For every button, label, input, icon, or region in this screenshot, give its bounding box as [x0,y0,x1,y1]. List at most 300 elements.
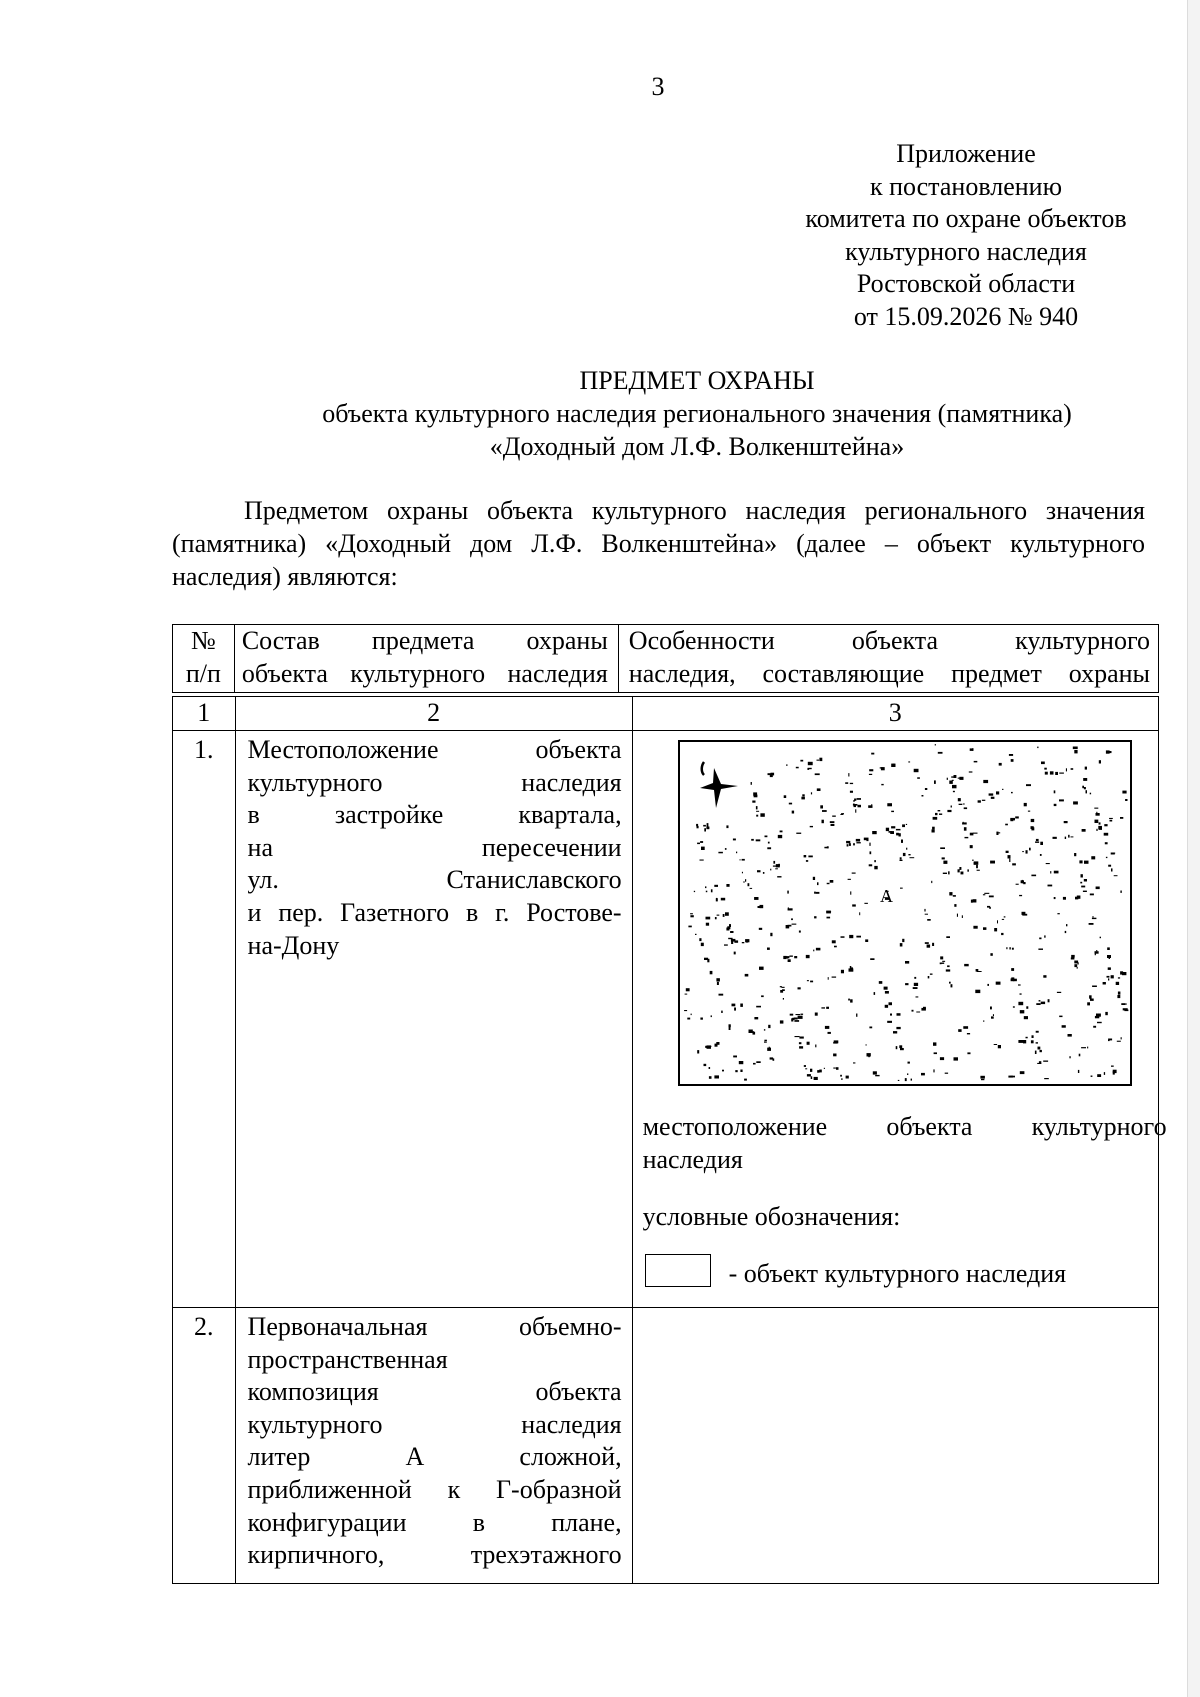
map-speck [718,994,723,996]
map-speck [1124,1004,1127,1005]
approval-block [786,138,1146,334]
map-speck [1081,1047,1086,1048]
map-speck [1010,1076,1015,1078]
map-speck [846,844,848,846]
map-speck [1095,887,1099,890]
map-speck [924,942,928,944]
map-speck [736,852,737,854]
map-speck [759,905,763,908]
map-speck [814,773,819,775]
map-speck [706,823,708,826]
map-speck [875,1075,879,1076]
map-speck [758,928,761,930]
map-speck [697,843,700,845]
map-speck [834,946,837,948]
map-speck [793,1018,797,1020]
map-speck [696,824,698,826]
map-speck [716,915,719,916]
map-speck [1081,886,1085,888]
map-speck [896,1013,900,1016]
map-speck [684,1010,687,1011]
map-speck [810,1076,812,1079]
map-speck [1103,833,1108,836]
map-speck [939,963,941,965]
map-speck [1089,793,1090,795]
map-speck [824,1026,828,1029]
map-speck [756,1061,760,1063]
map-speck [1070,958,1074,960]
map-object-label: А [879,886,893,906]
map-speck [730,939,735,942]
map-speck [952,785,957,788]
map-speck [845,782,848,784]
map-speck [791,918,793,920]
map-speck [700,943,703,946]
map-speck [1112,1071,1114,1075]
map-speck [823,1068,824,1069]
map-speck [983,1020,984,1021]
map-speck [865,939,868,942]
approval-line: к постановлению [869,171,1063,201]
map-speck [810,1069,812,1072]
map-speck [1044,768,1047,770]
map-speck [871,753,874,755]
map-speck [1120,1037,1121,1039]
map-speck [1080,882,1082,884]
map-speck [891,764,895,767]
map-speck [872,831,877,834]
map-speck [1074,853,1076,856]
page-number: 3 [651,72,665,101]
map-speck [1062,897,1065,900]
map-speck [741,942,744,943]
map-speck [840,1075,842,1077]
map-speck [797,1016,802,1019]
map-speck [1090,1076,1092,1077]
map-speck [791,924,796,925]
map-speck [941,963,944,964]
map-speck [990,797,994,799]
map-speck [1107,955,1111,958]
map-speck [708,1076,711,1079]
map-speck [813,1077,817,1080]
map-speck [883,987,887,990]
map-speck [1108,978,1109,980]
map-speck [1109,820,1112,822]
map-speck [1087,1047,1088,1049]
map-speck [1092,986,1097,988]
map-speck [954,904,956,907]
map-speck [777,865,780,867]
map-speck [738,1061,743,1064]
map-speck [964,964,969,966]
map-speck [720,898,724,901]
map-speck [874,866,877,869]
map-speck [1015,884,1018,885]
map-speck [822,810,827,812]
map-speck [836,1067,839,1070]
map-speck [807,762,812,765]
map-speck [754,1017,758,1019]
map-speck [767,847,771,849]
map-speck [1067,1034,1071,1037]
map-speck [1095,813,1099,816]
map-speck [726,825,728,828]
map-speck [815,948,820,951]
map-speck [705,923,708,926]
map-speck [890,1014,892,1016]
map-speck [923,1007,926,1009]
map-speck [1019,895,1022,896]
map-speck [1103,1072,1104,1075]
map-speck [833,1040,838,1043]
map-speck [853,1062,855,1063]
map-speck [690,1014,691,1016]
map-speck [988,793,993,795]
map-speck [984,893,989,894]
map-speck [1044,1078,1049,1079]
map-speck [848,843,850,846]
page-edge-shadow [1187,0,1200,1697]
map-speck [1009,947,1010,949]
map-speck [1083,879,1086,882]
map-speck [747,883,749,886]
map-speck [908,854,910,855]
column-number: 3 [632,697,1158,731]
map-speck [709,971,712,974]
title-subtitle: объекта культурного наследия регионального значения (памятника) [322,399,1072,428]
header-col-features [618,625,1158,693]
map-speck [900,888,903,889]
map-speck [809,826,812,827]
map-speck [967,1052,970,1054]
map-speck [1084,767,1086,770]
map-speck [701,847,705,850]
map-speck [1102,982,1105,985]
map-speck [887,1021,892,1023]
map-speck [1108,1039,1112,1041]
map-speck [855,839,859,842]
map-speck [827,1032,830,1034]
map-speck [926,945,930,948]
map-speck [1025,850,1027,853]
map-speck [806,1042,809,1045]
map-speck [960,872,963,875]
approval-line: Приложение [896,139,1036,168]
map-speck [845,1076,848,1079]
map-speck [794,956,797,958]
map-speck [840,936,844,938]
map-speck [751,839,754,841]
map-speck [1035,839,1038,841]
map-speck [946,936,950,938]
map-speck [826,1007,829,1009]
map-speck [895,829,900,831]
map-speck [906,848,907,850]
map-speck [872,1071,876,1074]
map-speck [1079,860,1082,863]
map-speck [826,883,829,884]
map-speck [783,956,786,959]
table-row [173,1308,1159,1584]
map-speck [1096,829,1097,831]
map-speck [878,981,882,984]
map-speck [994,928,997,931]
map-speck [810,981,813,983]
map-speck [756,815,758,817]
map-speck [734,1008,736,1011]
map-speck [817,882,819,885]
map-speck [899,860,902,861]
map-speck [968,771,972,772]
map-speck [914,977,916,979]
map-speck [803,855,806,857]
map-speck [1018,1002,1023,1005]
map-speck [962,822,967,824]
map-speck [1076,967,1077,969]
map-speck [948,871,950,874]
map-speck [797,987,800,989]
map-speck [988,896,993,898]
map-speck [1106,976,1109,978]
map-speck [1030,826,1033,829]
map-speck [814,892,816,894]
map-speck [1043,1061,1048,1062]
map-speck [770,869,771,871]
map-speck [1038,949,1043,950]
map-speck [779,986,781,987]
table-row [173,731,1159,1308]
map-speck [745,879,746,882]
map-speck [826,911,831,912]
map-speck [1063,821,1067,823]
map-speck [706,827,709,830]
map-speck [833,1068,836,1069]
map-speck [789,956,793,957]
map-speck [912,987,917,989]
map-speck [973,761,977,763]
map-speck [1039,938,1041,940]
map-speck [893,1031,897,1033]
map-speck [1109,818,1113,819]
map-speck [956,914,957,917]
map-speck [1012,1006,1014,1007]
map-speck [884,991,888,994]
map-speck [911,1010,913,1012]
map-speck [787,925,791,927]
map-speck [767,773,772,775]
map-speck [957,778,961,779]
map-speck [716,898,717,900]
map-speck [1015,816,1019,818]
map-speck [869,769,873,771]
cell-line: на пересечении [247,832,622,862]
legend-title: условные обозначения: [642,1202,901,1231]
map-speck [990,861,995,864]
map-speck [699,938,701,941]
map-speck [799,1037,803,1039]
cell-line: литер А сложной, [247,1442,622,1472]
map-speck [1072,747,1077,750]
map-speck [815,892,819,894]
map-speck [945,969,949,971]
map-speck [934,744,935,745]
map-speck [716,982,718,985]
map-speck [794,1020,799,1022]
map-speck [987,984,989,986]
map-speck [967,869,969,871]
map-speck [730,931,733,933]
map-speck [1022,914,1027,916]
map-speck [1068,835,1070,838]
map-speck [937,752,942,754]
map-speck [1030,1040,1033,1043]
map-speck [1045,863,1049,864]
header-text: № [191,626,216,655]
map-speck [850,970,853,971]
map-speck [980,1076,985,1079]
map-speck [741,859,744,861]
cell-line: кирпичного, трехэтажного [247,1540,622,1570]
map-speck [1038,1061,1040,1063]
map-speck [690,915,693,917]
map-speck [946,778,947,780]
map-speck [1059,1016,1062,1018]
map-speck [1083,778,1087,781]
map-speck [714,885,718,887]
header-text: Особенности объекта культурного [628,626,1150,655]
map-speck [966,1033,969,1034]
map-speck [895,1046,897,1049]
map-speck [1012,863,1016,865]
map-speck [1035,1042,1037,1043]
map-speck [1043,975,1046,978]
cell-line: пространственная [247,1344,448,1374]
map-speck [1044,935,1045,937]
map-speck [947,810,951,812]
map-speck [975,969,978,972]
map-speck [993,1044,996,1045]
map-speck [896,1027,900,1029]
map-speck [829,821,834,823]
map-speck [1047,999,1049,1002]
map-speck [746,941,748,943]
map-speck [1029,848,1031,851]
map-speck [1082,891,1086,892]
map-speck [931,881,932,883]
map-speck [1065,768,1066,771]
map-speck [1094,808,1098,809]
map-speck [857,805,861,808]
cell-line: ул. Станиславского [247,865,622,895]
map-speck [840,970,843,974]
map-speck [803,1065,805,1067]
map-speck [981,800,984,801]
map-speck [816,788,820,791]
map-speck [1003,916,1005,917]
map-speck [962,804,964,805]
map-speck [856,798,860,800]
map-speck [700,841,703,843]
map-speck [899,857,901,859]
map-speck [699,860,703,861]
map-speck [927,919,931,921]
map-speck [1070,768,1073,770]
map-speck [942,873,946,874]
map-speck [764,836,767,838]
map-speck [1056,992,1060,993]
map-speck [904,1078,906,1081]
map-speck [1011,948,1013,950]
map-speck [951,776,955,777]
map-speck [697,1050,699,1053]
map-speck [935,813,938,815]
title-heading: ПРЕДМЕТ ОХРАНЫ [579,366,815,395]
map-speck [982,894,984,895]
map-speck [791,1018,793,1021]
map-speck [887,803,892,806]
map-speck [831,977,836,978]
map-speck [983,927,986,930]
map-speck [1011,977,1014,978]
map-speck [1021,880,1022,883]
map-speck [939,814,942,815]
map-speck [1012,979,1016,982]
map-speck [1088,923,1093,925]
map-speck [1066,924,1067,926]
map-speck [716,1042,719,1045]
map-speck [733,952,735,955]
map-speck [957,869,959,872]
map-speck [905,983,908,985]
map-speck [800,1014,803,1015]
map-speck [949,892,952,895]
map-speck [869,843,870,846]
approval-line: Ростовской области [856,269,1076,299]
map-speck [1113,875,1117,876]
map-speck [953,1057,958,1060]
map-speck [1047,885,1052,887]
map-speck [777,876,781,877]
map-speck [850,999,853,1002]
map-speck [1035,841,1039,843]
map-speck [1019,1071,1024,1074]
header-text: наследия, составляющие предмет охраны [628,658,1150,688]
map-speck [888,1002,892,1005]
map-speck [972,899,976,902]
map-speck [941,857,944,859]
map-speck [796,833,801,834]
map-speck [769,1057,773,1059]
map-speck [899,943,902,946]
cell-line: в застройке квартала, [247,800,622,830]
map-speck [963,807,966,809]
map-speck [806,1074,810,1076]
map-speck [714,1075,719,1078]
map-speck [768,1025,770,1028]
map-speck [983,780,988,783]
cell-line: Первоначальная объемно- [247,1312,622,1341]
row-composition [235,731,632,1308]
map-speck [757,870,761,872]
cell-line: Местоположение объекта [247,735,622,764]
map-speck [1098,822,1100,824]
map-speck [897,1080,899,1081]
map-speck [722,1070,724,1072]
map-speck [705,1046,708,1048]
map-speck [1116,1041,1120,1042]
map-speck [777,835,781,838]
